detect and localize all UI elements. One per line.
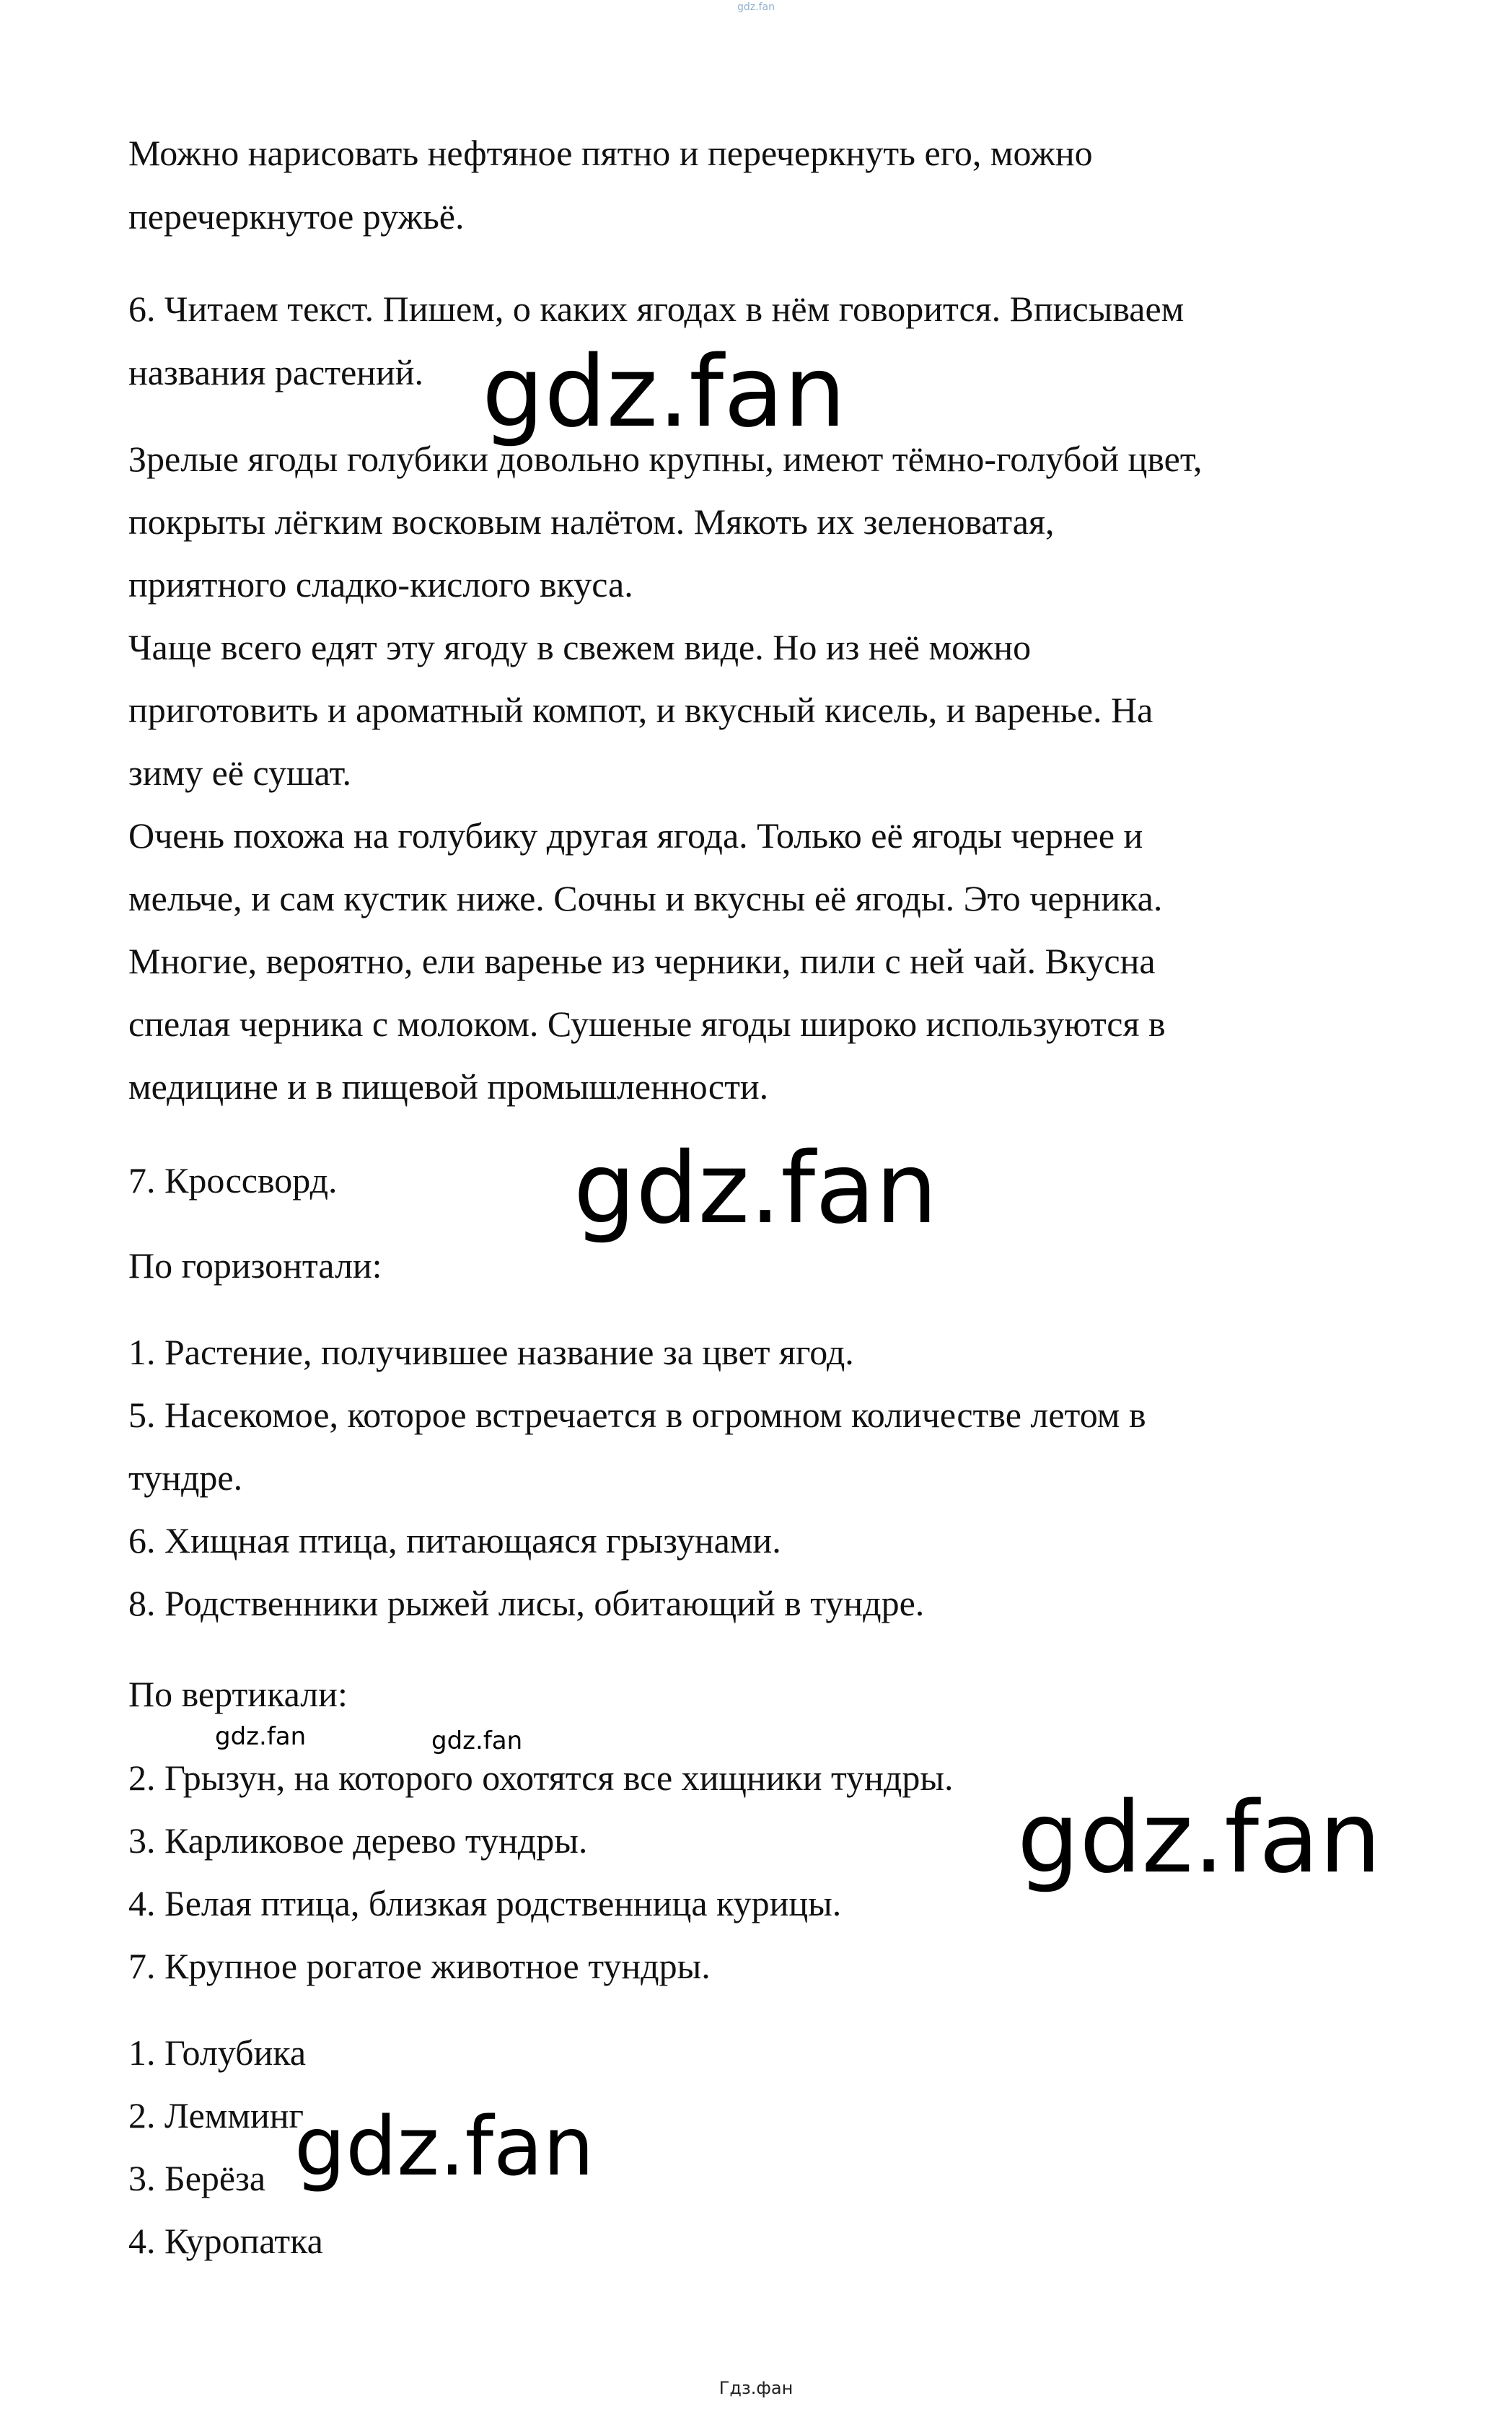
- vertical-clue-line: 3. Карликовое дерево тундры.: [128, 1820, 588, 1861]
- answer-line: 4. Куропатка: [128, 2221, 323, 2261]
- answer-line: 2. Лемминг: [128, 2095, 304, 2136]
- task6-heading-line: названия растений.: [128, 352, 424, 392]
- task6-text-line: медицине и в пищевой промышленности.: [128, 1066, 769, 1107]
- horizontal-clue-line: 6. Хищная птица, питающаяся грызунами.: [128, 1520, 781, 1561]
- intro-line: перечеркнутое ружьё.: [128, 196, 465, 237]
- vertical-heading: По вертикали:: [128, 1674, 348, 1714]
- task6-text-line: приятного сладко-кислого вкуса.: [128, 564, 633, 605]
- answer-line: 1. Голубика: [128, 2032, 307, 2073]
- answer-line: 3. Берёза: [128, 2158, 266, 2198]
- task6-heading-line: 6. Читаем текст. Пишем, о каких ягодах в нём говорится. Вписываем: [128, 289, 1184, 329]
- footer-text: Гдз.фан: [718, 2378, 794, 2398]
- task6-text-line: спелая черника с молоком. Сушеные ягоды широко используются в: [128, 1004, 1166, 1044]
- task6-text-line: зиму её сушат.: [128, 752, 352, 793]
- horizontal-clue-line: тундре.: [128, 1457, 243, 1498]
- vertical-clue-line: 4. Белая птица, близкая родственница курицы.: [128, 1883, 842, 1923]
- watermark: gdz.fan: [573, 1132, 938, 1246]
- watermark: gdz.fan: [1017, 1781, 1381, 1895]
- site-mark: gdz.fan: [737, 1, 775, 13]
- vertical-clue-line: 2. Грызун, на которого охотятся все хищники тундры.: [128, 1758, 954, 1798]
- task6-text-line: Зрелые ягоды голубики довольно крупны, имеют тёмно-голубой цвет,: [128, 439, 1203, 479]
- watermark: gdz.fan: [215, 1722, 307, 1751]
- horizontal-clue-line: 8. Родственники рыжей лисы, обитающий в тундре.: [128, 1583, 925, 1623]
- task6-text-line: Очень похожа на голубику другая ягода. Только её ягоды чернее и: [128, 815, 1143, 856]
- watermark: gdz.fan: [431, 1726, 523, 1755]
- task6-text-line: мельче, и сам кустик ниже. Сочны и вкусны её ягоды. Это черника.: [128, 878, 1163, 918]
- horizontal-heading: По горизонтали:: [128, 1245, 382, 1286]
- task6-text-line: покрыты лёгким восковым налётом. Мякоть их зеленоватая,: [128, 501, 1055, 542]
- task7-title: 7. Кроссворд.: [128, 1160, 338, 1201]
- task6-text-line: приготовить и ароматный компот, и вкусный кисель, и варенье. На: [128, 690, 1153, 730]
- intro-line: Можно нарисовать нефтяное пятно и перечеркнуть его, можно: [128, 133, 1093, 173]
- vertical-clue-line: 7. Крупное рогатое животное тундры.: [128, 1946, 711, 1986]
- horizontal-clue-line: 5. Насекомое, которое встречается в огромном количестве летом в: [128, 1395, 1146, 1435]
- task6-text-line: Чаще всего едят эту ягоду в свежем виде. Но из неё можно: [128, 627, 1032, 667]
- watermark: gdz.fan: [294, 2100, 594, 2194]
- watermark: gdz.fan: [482, 335, 846, 449]
- task6-text-line: Многие, вероятно, ели варенье из черники, пили с ней чай. Вкусна: [128, 941, 1156, 981]
- horizontal-clue-line: 1. Растение, получившее название за цвет ягод.: [128, 1332, 854, 1372]
